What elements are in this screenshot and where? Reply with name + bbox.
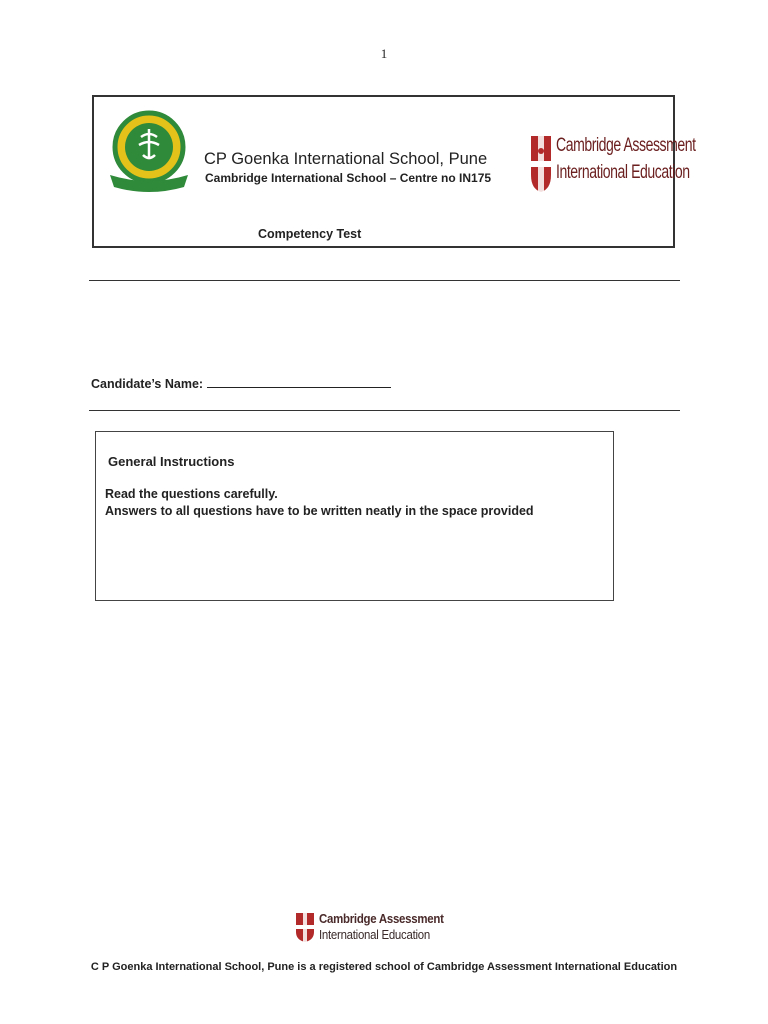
divider-top [89, 280, 680, 281]
footer-logo-line1: Cambridge Assessment [319, 911, 444, 926]
candidate-name-row [91, 375, 391, 391]
school-name: CP Goenka International School, Pune [204, 150, 488, 168]
instructions-heading: General Instructions [108, 454, 235, 469]
test-title: Competency Test [258, 227, 362, 241]
cambridge-shield-icon [295, 912, 315, 943]
page-number: 1 [380, 46, 388, 61]
divider-bottom [89, 410, 680, 411]
header-box [92, 95, 696, 248]
cambridge-logo-line1: Cambridge Assessment [556, 135, 696, 156]
cambridge-logo [530, 133, 696, 195]
instruction-line: Answers to all questions have to be written neatly in the space provided [105, 504, 534, 518]
instructions-box [95, 431, 614, 601]
school-subtitle: Cambridge International School – Centre no IN175 [205, 171, 492, 185]
footer-text: C P Goenka International School, Pune is a registered school of Cambridge Assessment International Education [90, 961, 678, 973]
candidate-name-blank[interactable] [207, 375, 391, 388]
footer-logo-line2: International Education [319, 927, 430, 942]
school-logo [108, 107, 190, 197]
footer-cambridge-logo [295, 911, 455, 945]
cambridge-shield-icon [530, 135, 552, 193]
instruction-line: Read the questions carefully. [105, 487, 278, 501]
candidate-name-label: Candidate’s Name: [91, 377, 204, 391]
cambridge-logo-line2: International Education [556, 162, 690, 183]
